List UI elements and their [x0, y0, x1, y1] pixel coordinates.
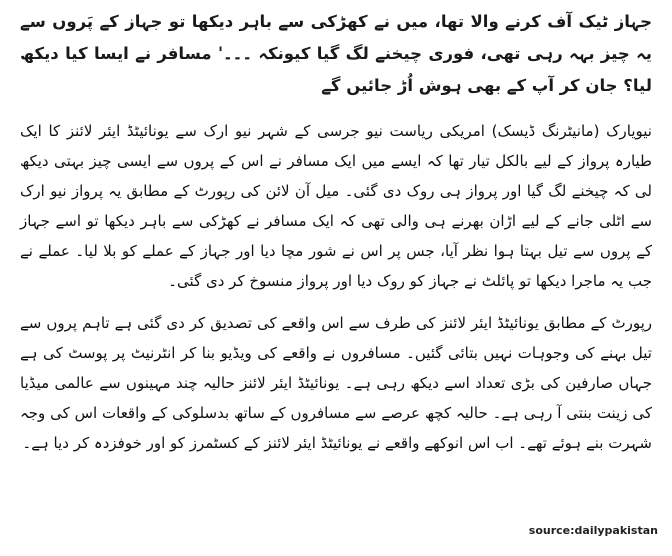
article-paragraph: رپورٹ کے مطابق یونائیٹڈ ایئر لائنز کی طرف سے اس واقعے کی تصدیق کر دی گئی ہے تاہم پروں سے تیل بہنے کی وجوہات نہیں بتائی گئیں۔ مسافروں نے واقعے کی ویڈیو بنا کر انٹرنیٹ پر پوسٹ کی ہے جہاں صارفین کی بڑی تعداد اسے دیکھ رہی ہے۔ یونائیٹڈ ایئر لائنز حالیہ چند مہینوں سے عالمی میڈیا کی زینت بنتی آ رہی ہے۔ حالیہ کچھ عرصے سے مسافروں کے ساتھ بدسلوکی کے واقعات اس کی وجہ شہرت بنے ہوئے تھے۔ اب اس انوکھے واقعے نے یونائیٹڈ ایئر لائنز کے کسٹمرز کو اور خوفزدہ کر دیا ہے۔ [20, 314, 652, 452]
source-credit: source:dailypakistan [528, 524, 658, 537]
article-headline: جہاز ٹیک آف کرنے والا تھا، میں نے کھڑکی سے باہر دیکھا تو جہاز کے پَروں سے یہ چیز بہہ رہی تھی، فوری چیخنے لگ گیا کیونکہ ۔۔۔' مسافر نے ایسا کیا دیکھ لیا؟ جان کر آپ کے بھی ہوش اُڑ جائیں گے [20, 12, 652, 95]
article-paragraph: نیویارک (مانیٹرنگ ڈیسک) امریکی ریاست نیو جرسی کے شہر نیو ارک سے یونائیٹڈ ایئر لائنز کا ایک طیارہ پرواز کے لیے بالکل تیار تھا کہ ایسے میں ایک مسافر نے اس کے پروں سے ایسی چیز بہتی دیکھ لی کہ چیخنے لگ گیا اور پرواز ہی روک دی گئی۔ میل آن لائن کی رپورٹ کے مطابق یہ پرواز نیو ارک سے اٹلی جانے کے لیے اڑان بھرنے ہی والی تھی کہ ایک مسافر نے کھڑکی سے باہر دیکھا تو اسے جہاز کے پروں سے تیل بہتا ہوا نظر آیا، جس پر اس نے شور مچا دیا اور جہاز کے عملے کو بلا لیا۔ عملے نے جب یہ ماجرا دیکھا تو پائلٹ نے جہاز کو روک دیا اور پرواز منسوخ کر دی گئی۔ [20, 122, 652, 290]
